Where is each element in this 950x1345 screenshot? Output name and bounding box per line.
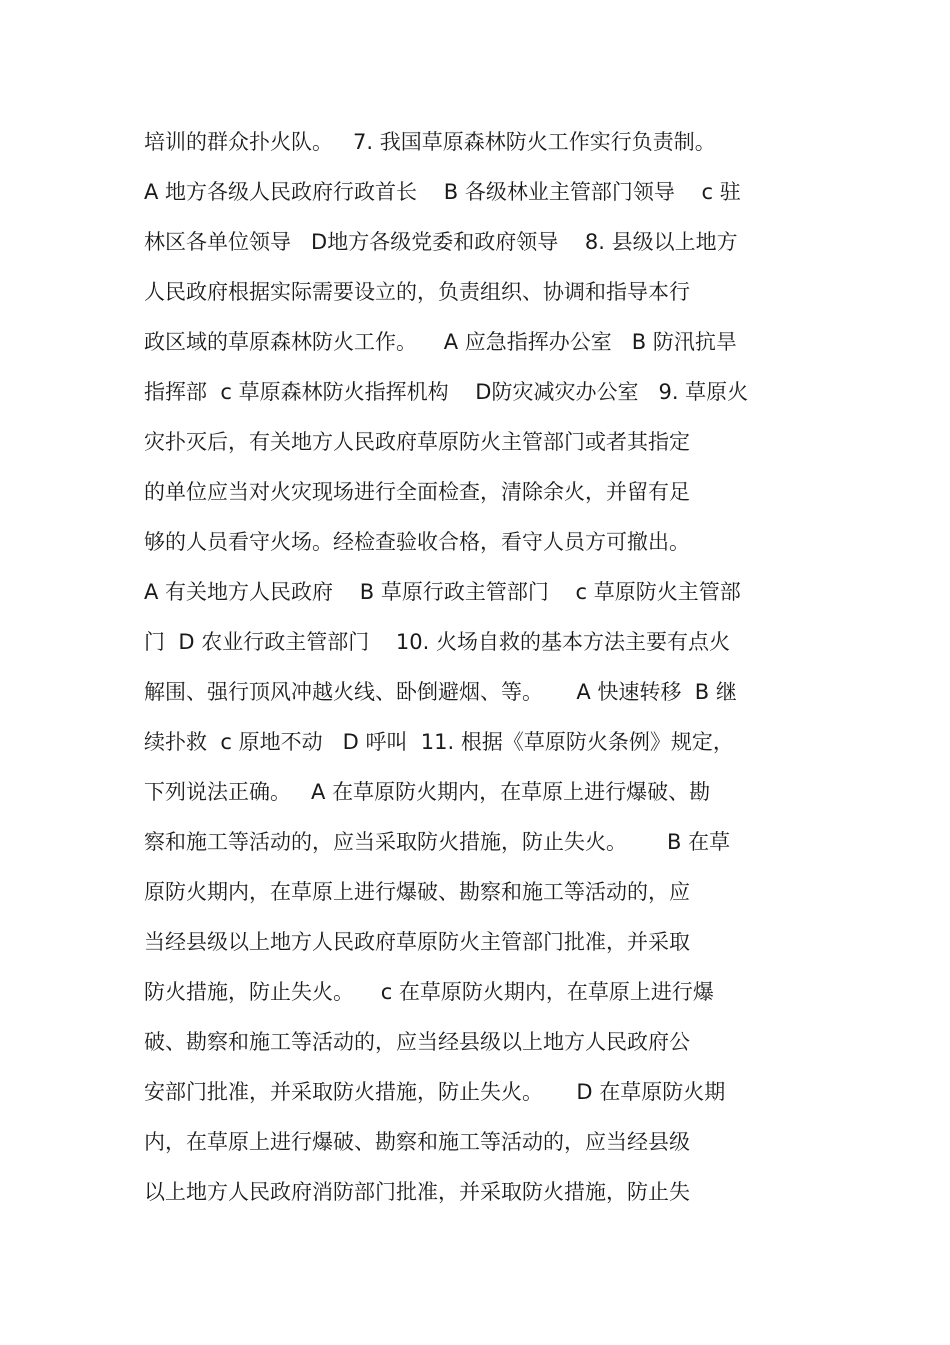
text-line: 下列说法正确。 A 在草原防火期内，在草原上进行爆破、勘: [144, 780, 711, 804]
text-line: 察和施工等活动的，应当采取防火措施，防止失火。 B 在草: [144, 830, 731, 854]
text-line: 的单位应当对火灾现场进行全面检查，清除余火，并留有足: [144, 480, 690, 504]
body-text: [144, 117, 824, 1217]
text-line: 当经县级以上地方人民政府草原防火主管部门批准，并采取: [144, 930, 690, 954]
text-line: 灾扑灭后，有关地方人民政府草原防火主管部门或者其指定: [144, 430, 690, 454]
text-line: A 有关地方人民政府 B 草原行政主管部门 c 草原防火主管部: [144, 580, 741, 604]
text-line: 林区各单位领导 D地方各级党委和政府领导 8. 县级以上地方: [144, 230, 738, 254]
text-line: 原防火期内，在草原上进行爆破、勘察和施工等活动的，应: [144, 880, 690, 904]
text-line: 防火措施，防止失火。 c 在草原防火期内，在草原上进行爆: [144, 980, 714, 1004]
text-line: A 地方各级人民政府行政首长 B 各级林业主管部门领导 c 驻: [144, 180, 741, 204]
text-line: 破、勘察和施工等活动的，应当经县级以上地方人民政府公: [144, 1030, 690, 1054]
text-line: 解围、强行顶风冲越火线、卧倒避烟、等。 A 快速转移 B 继: [144, 680, 737, 704]
text-line: 内，在草原上进行爆破、勘察和施工等活动的，应当经县级: [144, 1130, 690, 1154]
text-line: 安部门批准，并采取防火措施，防止失火。 D 在草原防火期: [144, 1080, 726, 1104]
text-line: 够的人员看守火场。经检查验收合格，看守人员方可撤出。: [144, 530, 690, 554]
text-line: 门 D 农业行政主管部门 10. 火场自救的基本方法主要有点火: [144, 630, 730, 654]
text-line: 人民政府根据实际需要设立的，负责组织、协调和指导本行: [144, 280, 690, 304]
text-line: 政区域的草原森林防火工作。 A 应急指挥办公室 B 防汛抗旱: [144, 330, 737, 354]
text-line: 以上地方人民政府消防部门批准，并采取防火措施，防止失: [144, 1180, 690, 1204]
text-line: 指挥部 c 草原森林防火指挥机构 D防灾减灾办公室 9. 草原火: [144, 380, 749, 404]
text-line: 培训的群众扑火队。 7. 我国草原森林防火工作实行负责制。: [144, 130, 716, 154]
text-line: 续扑救 c 原地不动 D 呼叫 11. 根据《草原防火条例》规定，: [144, 730, 734, 754]
